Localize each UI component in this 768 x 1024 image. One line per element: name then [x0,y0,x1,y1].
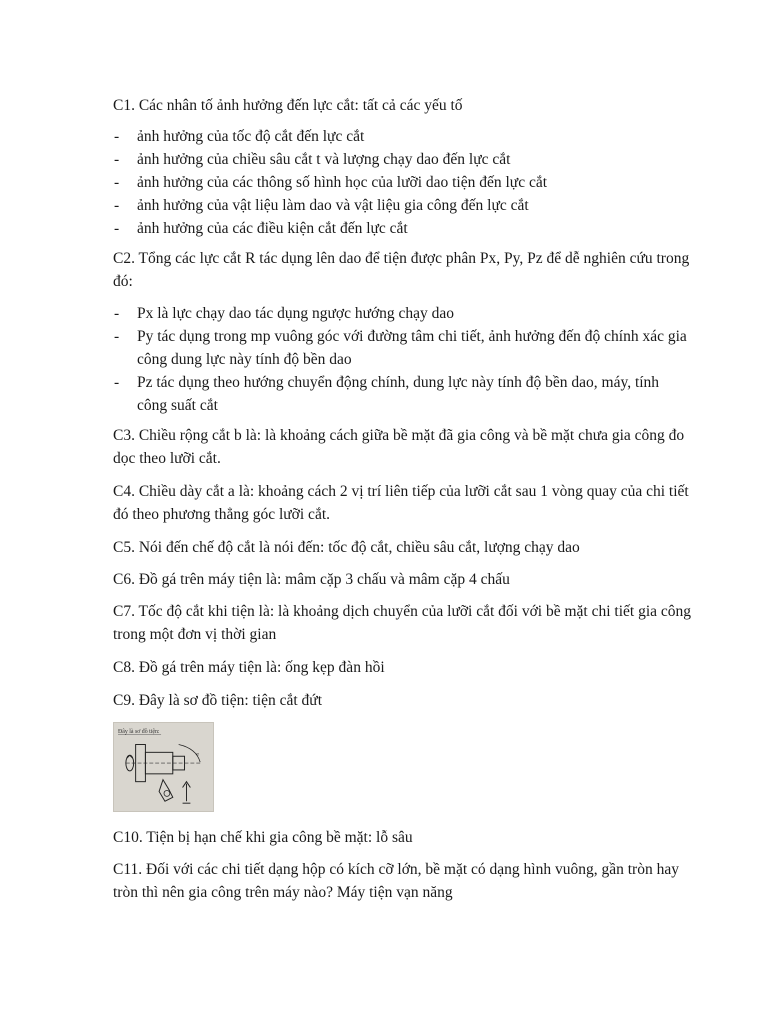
list-item: - ảnh hưởng của tốc độ cắt đến lực cắt [113,125,693,148]
turning-diagram-image [113,722,214,812]
c2-list [113,302,693,417]
list-item: - ảnh hưởng của các điều kiện cắt đến lực cắt [113,217,693,240]
c1-list [113,125,693,240]
list-item: - Py tác dụng trong mp vuông góc với đường tâm chi tiết, ảnh hưởng đến độ chính xác gia công dung lực này tính độ bền dao [113,325,693,371]
list-item: - ảnh hưởng của vật liệu làm dao và vật liệu gia công đến lực cắt [113,194,693,217]
c11-paragraph: C11. Đối với các chi tiết dạng hộp có kích cỡ lớn, bề mặt có dạng hình vuông, gần tròn hay tròn thì nên gia công trên máy nào? Máy tiện vạn năng [113,861,679,901]
c3-paragraph: C3. Chiều rộng cắt b là: là khoảng cách giữa bề mặt đã gia công và bề mặt chưa gia công đo dọc theo lưỡi cắt. [113,427,685,467]
c4-paragraph: C4. Chiều dày cắt a là: khoảng cách 2 vị trí liên tiếp của lưỡi cắt sau 1 vòng quay của chi tiết đó theo phương thẳng góc lưỡi cắt. [113,483,689,523]
list-item: - Pz tác dụng theo hướng chuyển động chính, dung lực này tính độ bền dao, máy, tính công suất cắt [113,371,693,417]
c7-paragraph: C7. Tốc độ cắt khi tiện là: là khoảng dịch chuyển của lưỡi cắt đối với bề mặt chi tiết gia công trong một đơn vị thời gian [113,603,692,643]
c2-heading: C2. Tổng các lực cắt R tác dụng lên dao để tiện được phân Px, Py, Pz để dễ nghiên cứu trong đó: [113,250,690,290]
turning-diagram [114,723,213,811]
svg-text:e: e [196,752,199,759]
figure-caption: Đây là sơ đồ tiện: [118,728,160,735]
c8-paragraph: C8. Đồ gá trên máy tiện là: ống kẹp đàn hồi [113,659,385,676]
c9-paragraph: C9. Đây là sơ đồ tiện: tiện cắt đứt [113,692,323,709]
list-item: - Px là lực chạy dao tác dụng ngược hướng chạy dao [113,302,693,325]
c1-heading: C1. Các nhân tố ảnh hưởng đến lực cắt: tất cả các yếu tố [113,97,463,114]
c5-paragraph: C5. Nói đến chế độ cắt là nói đến: tốc độ cắt, chiều sâu cắt, lượng chạy dao [113,539,580,556]
list-item: - ảnh hưởng của các thông số hình học của lưỡi dao tiện đến lực cắt [113,171,693,194]
list-item: - ảnh hưởng của chiều sâu cắt t và lượng chạy dao đến lực cắt [113,148,693,171]
c6-paragraph: C6. Đồ gá trên máy tiện là: mâm cặp 3 chấu và mâm cặp 4 chấu [113,571,510,588]
c10-paragraph: C10. Tiện bị hạn chế khi gia công bề mặt: lỗ sâu [113,829,413,846]
